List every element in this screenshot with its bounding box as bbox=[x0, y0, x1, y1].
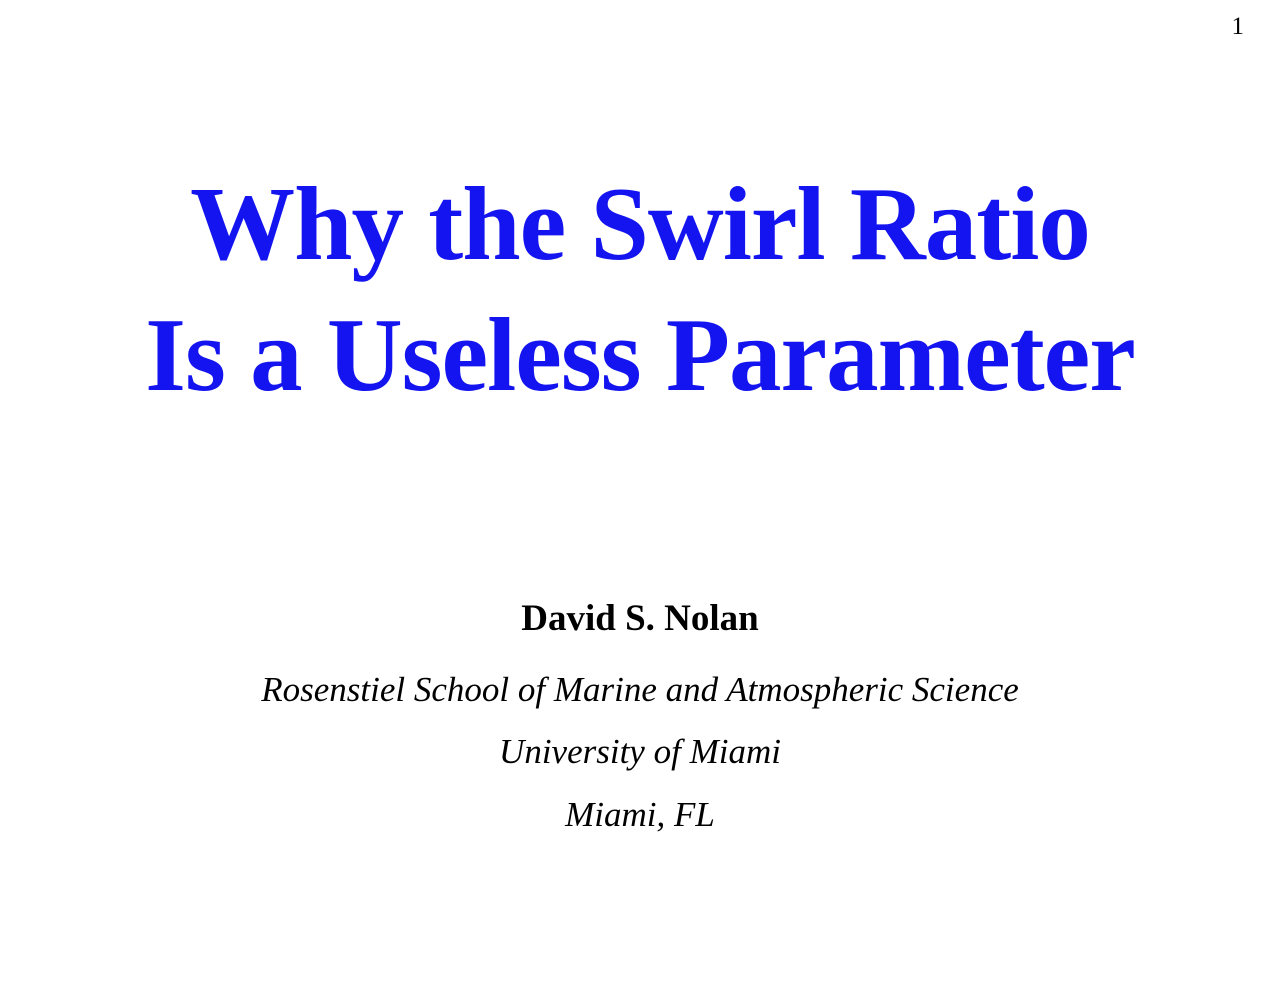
slide-number: 1 bbox=[1231, 13, 1244, 40]
affiliation-line-1: Rosenstiel School of Marine and Atmospheric Science bbox=[261, 670, 1019, 709]
title-line-1: Why the Swirl Ratio bbox=[190, 165, 1090, 282]
affiliation-line-2: University of Miami bbox=[499, 732, 781, 772]
author-name: David S. Nolan bbox=[521, 598, 759, 639]
author-block bbox=[0, 600, 1280, 846]
slide-title bbox=[0, 158, 1280, 421]
title-line-2: Is a Useless Parameter bbox=[145, 296, 1135, 414]
affiliation-line-3: Miami, FL bbox=[565, 794, 715, 834]
